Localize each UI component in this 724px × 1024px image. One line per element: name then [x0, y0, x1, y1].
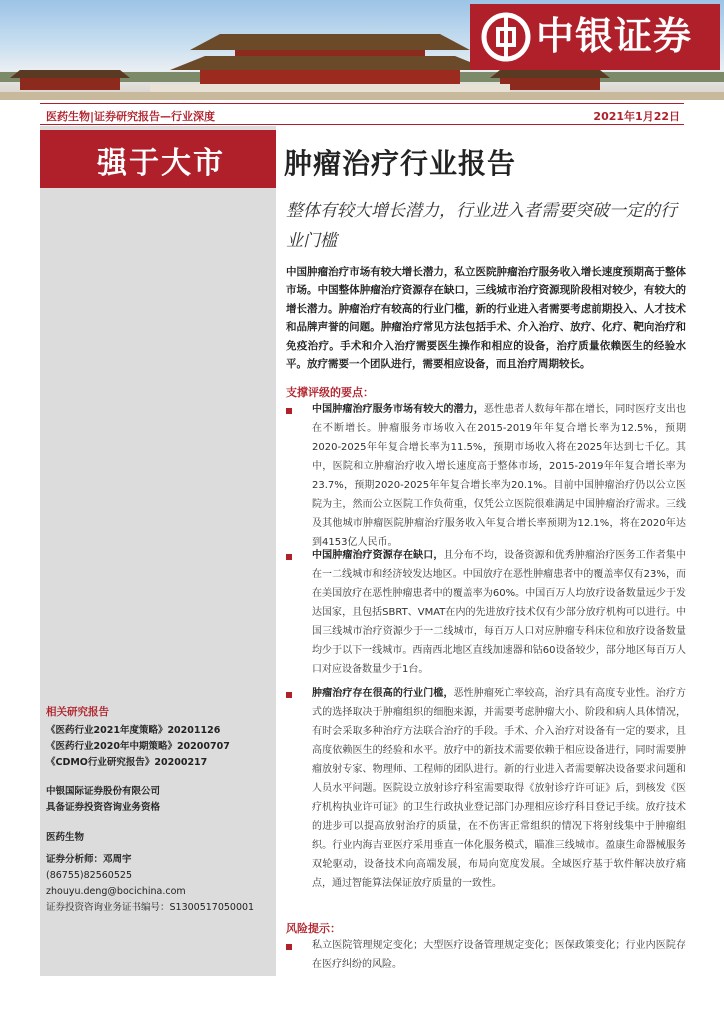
header-banner — [0, 0, 724, 100]
company-qualification: 具备证券投资咨询业务资格 — [46, 802, 161, 813]
analyst-name: 证券分析师：邓周宇 — [46, 854, 132, 865]
related-report-item[interactable]: 《CDMO行业研究报告》20200217 — [46, 757, 208, 768]
boc-logo-icon — [476, 7, 536, 67]
rating-label: 强于大市 — [97, 146, 225, 181]
sector-label: 医药生物 — [46, 832, 85, 843]
header-bottom-rule — [40, 124, 684, 125]
support-point-text: 且分布不均，设备资源和优秀肿瘤治疗医务工作者集中在一二线城市和经济较发达地区。中国放疗在恶性肿瘤患者中的覆盖率仅有23%，而在美国放疗在恶性肿瘤患者中的覆盖率为60%。中国百万人均放疗设备数量远少于发达国家，且包括SBRT、VMAT在内的先进放疗技术仅有少部分放疗机构可以进行。中国三线城市治疗资源少于一二线城市，每百万人口对应肿瘤专科床位和放疗设备数量均少于以下一线城市。西南西北地区直线加速器和钴60设备较少，部分地区每百万人口对应设备数量少于1台。 — [312, 550, 687, 675]
support-points-heading: 支撑评级的要点： — [286, 386, 374, 399]
bullet-icon — [286, 402, 296, 412]
analyst-email[interactable]: zhouyu.deng@bocichina.com — [46, 886, 186, 897]
report-title: 肿瘤治疗行业报告 — [284, 147, 517, 180]
support-point-text: 恶性患者人数每年都在增长，同时医疗支出也在不断增长。肿瘤服务市场收入在2015-2019年年复合增长率为12.5%，预期2020-2025年年复合增长率为11.5%，预期市场收入将在2025年达到七千亿。其中，医院和立肿瘤治疗收入增长速度高于整体市场，2015-2019年年复合增长率为23.7%，预期2020-2025年年复合增长率为20.1%。目前中国肿瘤治疗仍以公立医院为主，然而公立医院工作负荷重，仅凭公立医院很难满足中国肿瘤治疗需求。三线及其他城市肿瘤医院肿瘤治疗服务收入年复合增长率预期为12.1%，将在2020年达到4153亿人民币。 — [312, 404, 687, 548]
report-category: 医药生物|证券研究报告—行业深度 — [46, 110, 216, 123]
risk-heading: 风险提示： — [286, 922, 341, 935]
bullet-icon — [286, 548, 296, 558]
company-name: 中银国际证券股份有限公司 — [46, 786, 161, 797]
related-report-item[interactable]: 《医药行业2020年中期策略》20200707 — [46, 741, 230, 752]
related-report-item[interactable]: 《医药行业2021年度策略》20201126 — [46, 725, 221, 736]
support-point-lead: 肿瘤治疗存在很高的行业门槛， — [312, 688, 454, 699]
support-point-lead: 中国肿瘤治疗资源存在缺口， — [312, 550, 444, 561]
support-point-text: 恶性肿瘤死亡率较高，治疗具有高度专业性。治疗方式的选择取决于肿瘤组织的细胞来源，并需要考虑肿瘤大小、阶段和病人具体情况，有时会采取多种治疗方法联合治疗的手段。手术、介入治疗对设备有一定的要求，且高度依赖医生的经验和水平。放疗中的新技术需要依赖于相应设备进行，同时需要肿瘤放射专家、物理师、工程师的团队进行。新的行业进入者需要解决设备要求问题和人员水平问题。医院设立放射诊疗科室需要取得《放射诊疗许可证》后，到核发《医疗机构执业许可证》的卫生行政执业登记部门办理相应诊疗科目登记手续。放疗技术的进步可以提高放射治疗的质量，在不伤害正常组织的情况下将射线集中于肿瘤组织。行业内海吉亚医疗采用垂直一体化服务模式，瞄准三线城市。盈康生命器械服务双轮驱动，设备技术向高端发展，布局向宽度发展。全域医疗基于软件解决放疗痛点，通过智能算法保证放疗质量的一致性。 — [312, 688, 687, 889]
risk-text: 私立医院管理规定变化；大型医疗设备管理规定变化；医保政策变化；行业内医院存在医疗纠纷的风险。 — [312, 940, 686, 970]
related-research-heading: 相关研究报告 — [46, 706, 109, 718]
support-point-lead: 中国肿瘤治疗服务市场有较大的潜力， — [312, 404, 484, 415]
report-subtitle: 整体有较大增长潜力，行业进入者需要突破一定的行业门槛 — [286, 201, 677, 251]
bullet-icon — [286, 686, 296, 696]
analyst-phone: (86755)82560525 — [46, 870, 132, 881]
summary-paragraph: 中国肿瘤治疗市场有较大增长潜力，私立医院肿瘤治疗服务收入增长速度预期高于整体市场。中国整体肿瘤治疗资源存在缺口，三线城市治疗资源现阶段相对较少，有较大的增长潜力。肿瘤治疗有较高的行业门槛，新的行业进入者需要考虑前期投入、人才技术和品牌声誉的问题。肿瘤治疗常见方法包括手术、介入治疗、放疗、化疗、靶向治疗和免疫治疗。手术和介入治疗需要医生操作和相应的设备，治疗质量依赖医生的经验水平。放疗需要一个团队进行，需要相应设备，而且治疗周期较长。 — [286, 266, 686, 371]
report-date: 2021年1月22日 — [593, 110, 680, 123]
analyst-certificate: 证券投资咨询业务证书编号：S1300517050001 — [46, 902, 255, 913]
header-top-rule — [40, 103, 684, 104]
support-point — [312, 684, 686, 893]
bullet-icon — [286, 938, 296, 948]
sidebar — [40, 126, 276, 976]
support-point — [312, 400, 686, 552]
support-point — [312, 546, 686, 679]
brand-logo-text: 中银证券 — [536, 14, 693, 58]
